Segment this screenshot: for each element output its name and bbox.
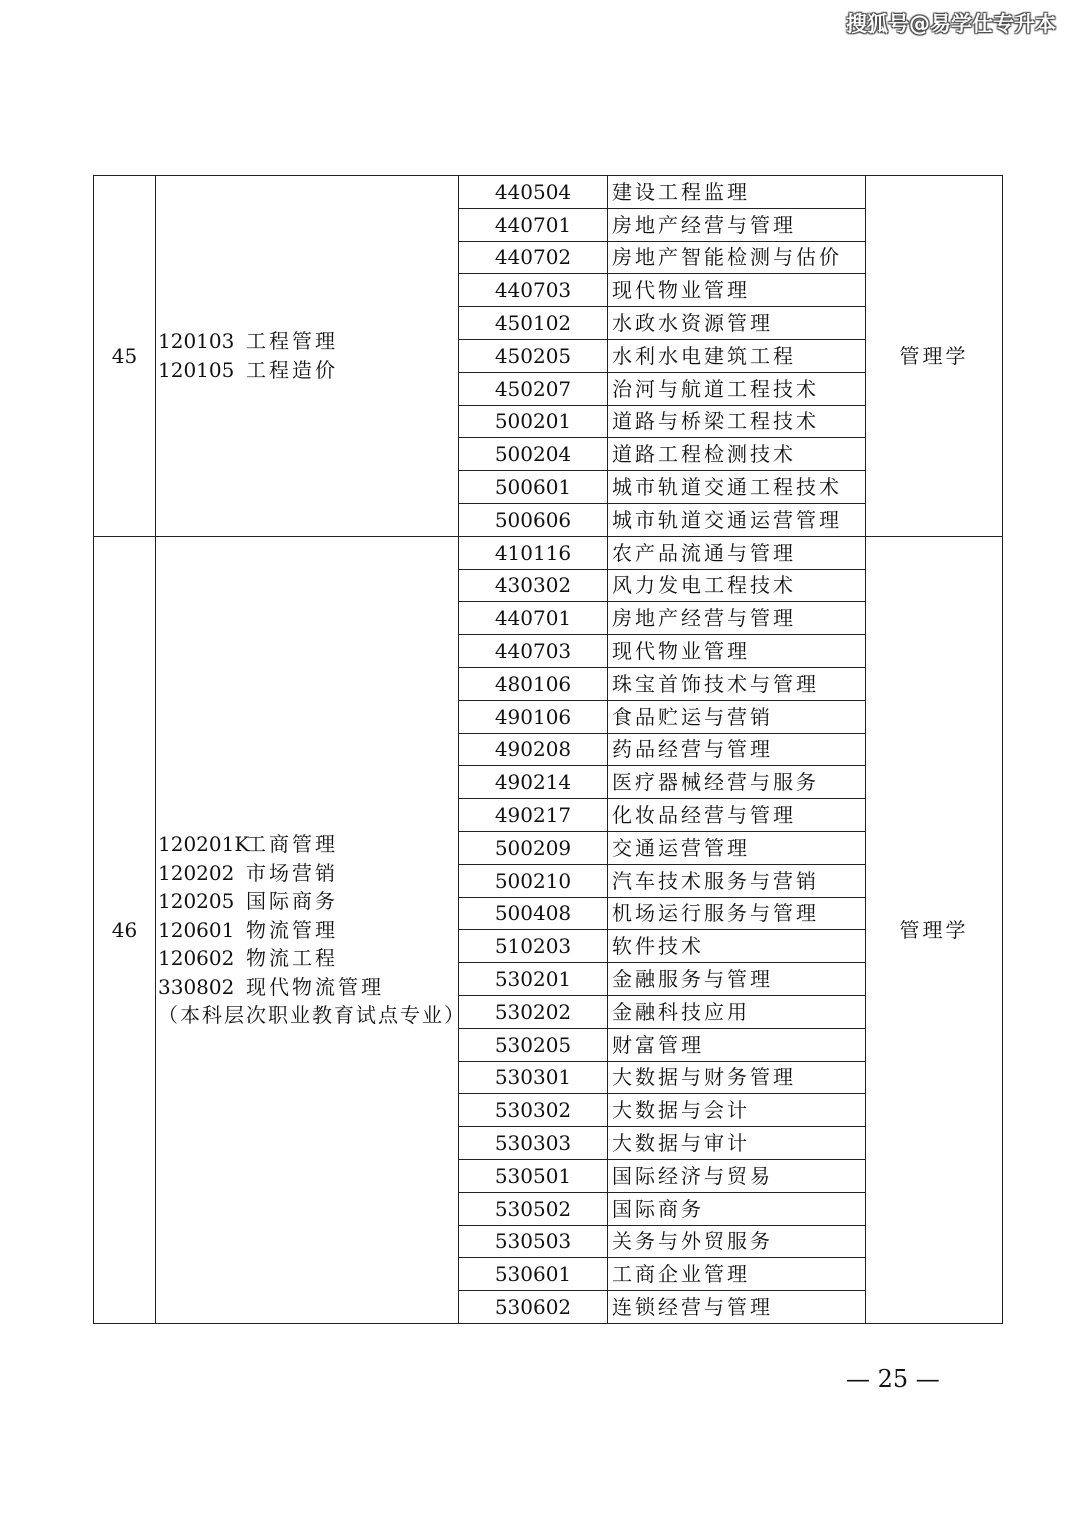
- group-number: 45: [94, 176, 156, 537]
- undergrad-major: [158, 356, 458, 385]
- vocational-name: 关务与外贸服务: [608, 1225, 866, 1258]
- vocational-name: 城市轨道交通工程技术: [608, 471, 866, 504]
- vocational-code: 530501: [459, 1159, 608, 1192]
- vocational-code: 500201: [459, 405, 608, 438]
- table-row: [94, 176, 1003, 209]
- table-row: [94, 536, 1003, 569]
- vocational-code: 450207: [459, 372, 608, 405]
- vocational-name: 房地产经营与管理: [608, 602, 866, 635]
- vocational-name: 道路工程检测技术: [608, 438, 866, 471]
- vocational-code: 530205: [459, 1028, 608, 1061]
- undergrad-major: [158, 916, 458, 945]
- vocational-code: 410116: [459, 536, 608, 569]
- vocational-code: 430302: [459, 569, 608, 602]
- vocational-code: 500606: [459, 503, 608, 536]
- vocational-code: 530202: [459, 995, 608, 1028]
- vocational-name: 水政水资源管理: [608, 307, 866, 340]
- vocational-name: 汽车技术服务与营销: [608, 864, 866, 897]
- vocational-code: 440703: [459, 274, 608, 307]
- vocational-name: 连锁经营与管理: [608, 1291, 866, 1324]
- vocational-code: 530601: [459, 1258, 608, 1291]
- undergrad-code: 120201K: [158, 832, 250, 857]
- vocational-code: 480106: [459, 667, 608, 700]
- vocational-code: 500204: [459, 438, 608, 471]
- vocational-name: 医疗器械经营与服务: [608, 766, 866, 799]
- vocational-name: 风力发电工程技术: [608, 569, 866, 602]
- vocational-code: 530502: [459, 1192, 608, 1225]
- vocational-name: 交通运营管理: [608, 831, 866, 864]
- vocational-code: 530503: [459, 1225, 608, 1258]
- vocational-name: 财富管理: [608, 1028, 866, 1061]
- table-body: [94, 176, 1003, 1324]
- vocational-code: 490217: [459, 799, 608, 832]
- vocational-code: 490208: [459, 733, 608, 766]
- vocational-name: 机场运行服务与管理: [608, 897, 866, 930]
- undergrad-name: 工程管理: [246, 329, 338, 354]
- vocational-name: 大数据与审计: [608, 1127, 866, 1160]
- vocational-name: 大数据与会计: [608, 1094, 866, 1127]
- vocational-code: 450205: [459, 339, 608, 372]
- vocational-name: 治河与航道工程技术: [608, 372, 866, 405]
- undergrad-code: 120105: [158, 357, 235, 382]
- vocational-code: 440702: [459, 241, 608, 274]
- vocational-name: 城市轨道交通运营管理: [608, 503, 866, 536]
- undergrad-name: 工商管理: [246, 832, 338, 857]
- watermark: 搜狐号@易学仕专升本: [846, 12, 1056, 36]
- discipline-category: 管理学: [866, 176, 1003, 537]
- undergrad-name: 工程造价: [246, 357, 338, 382]
- vocational-name: 软件技术: [608, 930, 866, 963]
- vocational-name: 国际经济与贸易: [608, 1159, 866, 1192]
- undergrad-code: 120205: [158, 889, 235, 914]
- vocational-code: 530302: [459, 1094, 608, 1127]
- vocational-code: 490106: [459, 700, 608, 733]
- vocational-code: 490214: [459, 766, 608, 799]
- vocational-name: 食品贮运与营销: [608, 700, 866, 733]
- vocational-code: 440703: [459, 635, 608, 668]
- vocational-name: 房地产经营与管理: [608, 208, 866, 241]
- undergrad-major: [158, 973, 458, 1002]
- vocational-name: 水利水电建筑工程: [608, 339, 866, 372]
- vocational-code: 500408: [459, 897, 608, 930]
- vocational-name: 现代物业管理: [608, 274, 866, 307]
- vocational-name: 国际商务: [608, 1192, 866, 1225]
- vocational-code: 530602: [459, 1291, 608, 1324]
- vocational-code: 530303: [459, 1127, 608, 1160]
- vocational-name: 金融服务与管理: [608, 963, 866, 996]
- vocational-code: 500601: [459, 471, 608, 504]
- vocational-code: 440701: [459, 208, 608, 241]
- vocational-code: 450102: [459, 307, 608, 340]
- major-table: [93, 175, 1003, 1324]
- vocational-name: 道路与桥梁工程技术: [608, 405, 866, 438]
- vocational-code: 510203: [459, 930, 608, 963]
- discipline-category: 管理学: [866, 536, 1003, 1323]
- vocational-code: 440504: [459, 176, 608, 209]
- undergrad-name: 现代物流管理: [246, 974, 384, 999]
- vocational-name: 工商企业管理: [608, 1258, 866, 1291]
- vocational-code: 500209: [459, 831, 608, 864]
- undergrad-name: 物流管理: [246, 917, 338, 942]
- undergrad-major: [158, 327, 458, 356]
- vocational-code: 530201: [459, 963, 608, 996]
- vocational-name: 现代物业管理: [608, 635, 866, 668]
- undergrad-note: （本科层次职业教育试点专业）: [158, 1003, 466, 1028]
- undergrad-major: [158, 944, 458, 973]
- vocational-name: 建设工程监理: [608, 176, 866, 209]
- undergrad-code: 330802: [158, 974, 235, 999]
- undergrad-majors: [156, 176, 459, 537]
- page-number: — 25 —: [846, 1365, 940, 1393]
- undergrad-code: 120601: [158, 917, 235, 942]
- vocational-name: 珠宝首饰技术与管理: [608, 667, 866, 700]
- undergrad-majors: [156, 536, 466, 1323]
- undergrad-name: 物流工程: [246, 946, 338, 971]
- vocational-name: 农产品流通与管理: [608, 536, 866, 569]
- vocational-code: 500210: [459, 864, 608, 897]
- vocational-code: 440701: [459, 602, 608, 635]
- undergrad-major: [158, 859, 458, 888]
- undergrad-name: 市场营销: [246, 860, 338, 885]
- vocational-name: 化妆品经营与管理: [608, 799, 866, 832]
- undergrad-code: 120602: [158, 946, 235, 971]
- group-number: 46: [94, 536, 156, 1323]
- vocational-name: 药品经营与管理: [608, 733, 866, 766]
- vocational-name: 大数据与财务管理: [608, 1061, 866, 1094]
- undergrad-major: [158, 830, 458, 859]
- undergrad-code: 120103: [158, 329, 235, 354]
- undergrad-name: 国际商务: [246, 889, 338, 914]
- vocational-name: 房地产智能检测与估价: [608, 241, 866, 274]
- vocational-code: 530301: [459, 1061, 608, 1094]
- undergrad-code: 120202: [158, 860, 235, 885]
- undergrad-major: [158, 887, 458, 916]
- vocational-name: 金融科技应用: [608, 995, 866, 1028]
